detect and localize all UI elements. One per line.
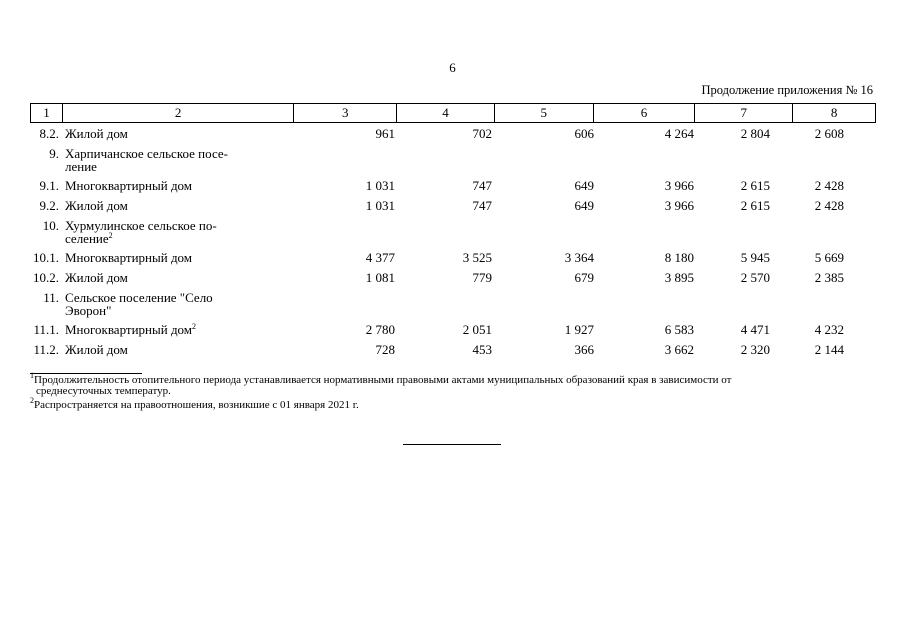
cell-col-8: 2 428	[814, 178, 844, 193]
cell-col-3: 728	[375, 342, 395, 357]
footnote-2	[30, 396, 876, 411]
row-number: 11.	[43, 290, 59, 305]
cell-col-8: 2 385	[814, 270, 844, 285]
cell-col-5: 1 927	[564, 322, 594, 337]
table-body	[30, 124, 876, 360]
cell-col-6: 8 180	[664, 250, 694, 265]
footnote-mark: 2	[192, 322, 197, 331]
cell-col-4: 453	[472, 342, 492, 357]
table-row	[30, 248, 876, 268]
footnote-1-mark: 1	[30, 371, 34, 380]
cell-col-6: 3 895	[664, 270, 694, 285]
cell-col-7: 5 945	[740, 250, 770, 265]
table-row-group-heading	[30, 288, 876, 320]
header-col-3: 3	[294, 104, 397, 122]
row-name: Жилой дом	[65, 198, 128, 213]
cell-col-4: 747	[472, 198, 492, 213]
cell-col-5: 366	[574, 342, 594, 357]
footnote-1	[30, 371, 876, 397]
row-name	[62, 291, 294, 317]
row-name-line2: ление	[65, 159, 97, 174]
footnote-mark: 2	[108, 231, 113, 240]
cell-col-8: 2 608	[814, 126, 844, 141]
row-number: 9.1.	[39, 178, 59, 193]
row-name: Многоквартирный дом	[65, 250, 193, 265]
cell-col-8: 4 232	[814, 322, 844, 337]
row-number: 10.2.	[33, 270, 59, 285]
row-number: 9.	[49, 146, 59, 161]
row-name-line2: Эворон"	[65, 303, 112, 318]
cell-col-3: 1 081	[365, 270, 395, 285]
row-name: Многоквартирный дом	[65, 178, 193, 193]
cell-col-3: 1 031	[365, 198, 395, 213]
cell-col-8: 2 144	[814, 342, 844, 357]
table-row	[30, 176, 876, 196]
row-number: 11.1.	[33, 322, 59, 337]
table-row	[30, 320, 876, 340]
cell-col-5: 679	[574, 270, 594, 285]
cell-col-8: 5 669	[814, 250, 844, 265]
cell-col-8: 2 428	[814, 198, 844, 213]
row-name: Жилой дом	[65, 270, 128, 285]
row-name-line1: Хурмулинское сельское по-	[65, 218, 217, 233]
row-number: 10.	[42, 218, 59, 233]
cell-col-6: 4 264	[664, 126, 694, 141]
cell-col-3: 1 031	[365, 178, 395, 193]
row-number: 11.2.	[33, 342, 59, 357]
cell-col-3: 961	[375, 126, 395, 141]
cell-col-6: 6 583	[664, 322, 694, 337]
cell-col-3: 4 377	[365, 250, 395, 265]
cell-col-5: 3 364	[564, 250, 594, 265]
header-col-4: 4	[397, 104, 495, 122]
table-row	[30, 268, 876, 288]
row-name	[62, 147, 294, 173]
cell-col-5: 606	[574, 126, 594, 141]
table-row	[30, 124, 876, 144]
row-name: Жилой дом	[65, 342, 128, 357]
cell-col-6: 3 966	[664, 198, 694, 213]
header-col-6: 6	[594, 104, 696, 122]
cell-col-6: 3 662	[664, 342, 694, 357]
cell-col-7: 4 471	[740, 322, 770, 337]
header-col-7: 7	[695, 104, 793, 122]
cell-col-5: 649	[574, 178, 594, 193]
table-row-group-heading	[30, 144, 876, 176]
cell-col-4: 3 525	[462, 250, 492, 265]
row-number: 9.2.	[39, 198, 59, 213]
row-name-line1: Харпичанское сельское посе-	[65, 146, 228, 161]
cell-col-7: 2 615	[740, 198, 770, 213]
cell-col-7: 2 615	[740, 178, 770, 193]
header-col-5: 5	[495, 104, 594, 122]
header-col-8: 8	[830, 105, 838, 120]
header-col-2: 2	[63, 104, 294, 122]
row-name-line1: Сельское поселение "Село	[65, 290, 213, 305]
cell-col-5: 649	[574, 198, 594, 213]
continuation-label: Продолжение приложения № 16	[701, 83, 873, 97]
table-header	[30, 103, 876, 123]
row-name	[62, 219, 294, 245]
cell-col-4: 2 051	[462, 322, 492, 337]
table-row-group-heading	[30, 216, 876, 248]
page-number: 6	[449, 60, 456, 75]
footnote-1-text: Продолжительность отопительного периода устанавливается нормативными правовыми актами муниципальных образований края в зависимости от	[34, 374, 732, 386]
table-row	[30, 196, 876, 216]
cell-col-7: 2 804	[740, 126, 770, 141]
row-number: 10.1.	[33, 250, 59, 265]
row-name-text: Многоквартирный дом	[65, 322, 193, 337]
cell-col-7: 2 320	[740, 342, 770, 357]
header-col-1: 1	[31, 104, 63, 122]
cell-col-4: 747	[472, 178, 492, 193]
row-number: 8.2.	[39, 126, 59, 141]
row-name	[62, 320, 294, 340]
cell-col-6: 3 966	[664, 178, 694, 193]
row-name: Жилой дом	[65, 126, 128, 141]
cell-col-3: 2 780	[365, 322, 395, 337]
footnote-1-text-cont: среднесуточных температур.	[36, 385, 171, 397]
cell-col-4: 702	[472, 126, 492, 141]
table-row	[30, 340, 876, 360]
cell-col-7: 2 570	[740, 270, 770, 285]
footnote-2-text: Распространяется на правоотношения, возникшие с 01 января 2021 г.	[34, 399, 359, 411]
cell-col-4: 779	[472, 270, 492, 285]
row-name-line2: селение	[65, 231, 109, 246]
footnote-2-mark: 2	[30, 396, 34, 405]
end-separator-line	[403, 444, 501, 445]
